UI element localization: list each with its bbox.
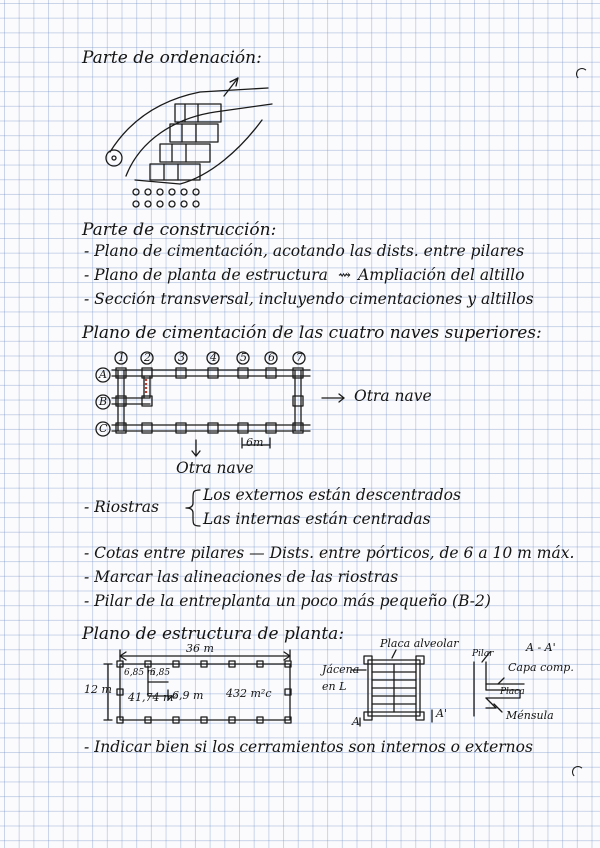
label-pilar: Pilar [472, 649, 494, 659]
label-otra-nave-right: Otra nave [354, 387, 432, 405]
axis-number: 6 [268, 351, 275, 364]
brace-line: Los externos están descentrados [203, 486, 461, 504]
axis-number: 3 [178, 351, 185, 364]
dimension-mid: 6,9 m [172, 689, 204, 702]
section-marker: A' [436, 707, 447, 720]
label-otra-nave-bottom: Otra nave [176, 459, 254, 477]
section-title-ordenacion: Parte de ordenación: [82, 48, 262, 68]
dimension-small: 6,85 m [124, 668, 156, 678]
label-jacena: Jácena en L [322, 663, 360, 693]
dimension-label: 6m [246, 436, 264, 449]
label-capa-comp: Capa comp. [508, 661, 574, 674]
section-title-estructura: Plano de estructura de planta: [82, 624, 345, 644]
list-item: - Plano de planta de estructura [84, 266, 328, 284]
list-item: Ampliación del altillo [358, 266, 525, 284]
section-title-cimentacion: Plano de cimentación de las cuatro naves superiores: [82, 323, 542, 343]
axis-number: 1 [118, 351, 125, 364]
dimension-small: 6,85 [150, 668, 171, 678]
list-item: - Sección transversal, incluyendo cimentaciones y altillos [84, 290, 534, 308]
final-note: - Indicar bien si los cerramientos son internos o externos [84, 738, 533, 756]
axis-letter: C [99, 422, 108, 435]
arrow-icon: ⇝ [338, 266, 351, 284]
axis-number: 2 [144, 351, 151, 364]
riostras-label: - Riostras [84, 498, 159, 516]
dimension-height: 12 m [84, 683, 112, 696]
list-item: - Plano de cimentación, acotando las dists. entre pilares [84, 242, 525, 260]
note-line: - Cotas entre pilares — Dists. entre pórticos, de 6 a 10 m máx. [84, 544, 575, 562]
area-label: 432 m²c [226, 687, 272, 700]
note-line: - Marcar las alineaciones de las riostras [84, 568, 399, 586]
label-placa: Placa [500, 687, 525, 697]
note-line: - Pilar de la entreplanta un poco más pequeño (B-2) [84, 592, 491, 610]
label-placa-alveolar: Placa alveolar [380, 637, 459, 650]
axis-number: 7 [296, 351, 303, 364]
axis-number: 4 [210, 351, 217, 364]
axis-letter: A [99, 368, 107, 381]
section-title-construccion: Parte de construcción: [82, 220, 277, 240]
label-section-aa: A - A' [526, 641, 556, 654]
axis-letter: B [99, 395, 108, 408]
dimension-width: 36 m [186, 642, 214, 655]
axis-number: 5 [240, 351, 247, 364]
label-mensula: Ménsula [506, 709, 554, 722]
section-marker: A [352, 715, 360, 728]
area-label: 41,74 m² [128, 691, 178, 704]
brace-line: Las internas están centradas [203, 510, 431, 528]
